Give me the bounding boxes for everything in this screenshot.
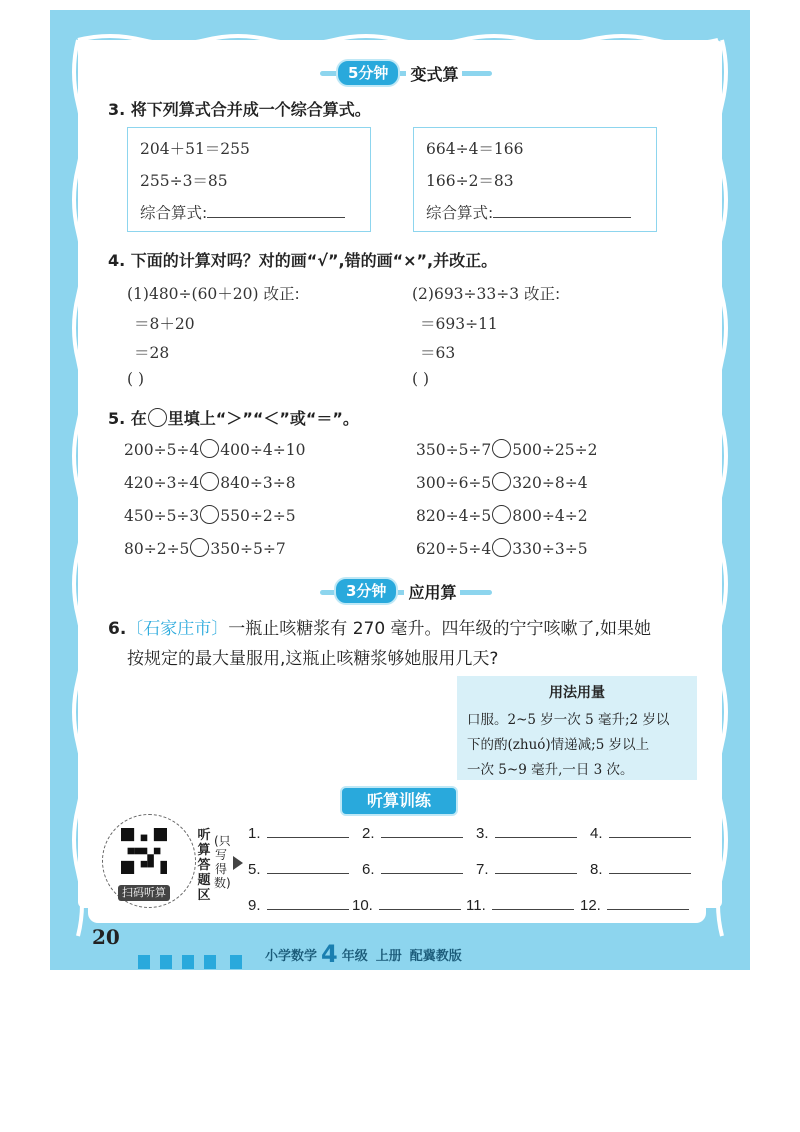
answer-blank[interactable] (493, 201, 631, 218)
expr-right: 800÷4÷2 (512, 507, 588, 525)
answer-number: 7. (476, 861, 489, 878)
section-title: 变式算 (406, 62, 462, 85)
answer-blank[interactable] (267, 893, 349, 910)
answer-blank[interactable] (379, 893, 461, 910)
comparison-row (124, 439, 305, 459)
answer-number: 1. (248, 825, 261, 842)
answer-item (590, 821, 691, 842)
section-time-badge: 5分钟 (336, 59, 400, 87)
question-6-line-1 (108, 614, 651, 639)
answer-blank[interactable] (609, 857, 691, 874)
expr-right: 320÷8÷4 (512, 474, 588, 492)
question-text: 一瓶止咳糖浆有 270 毫升。四年级的宁宁咳嗽了,如果她 (228, 619, 651, 639)
answer-item (248, 821, 349, 842)
answer-item (476, 821, 577, 842)
decor-bar (182, 955, 194, 969)
compare-circle[interactable] (492, 538, 511, 557)
comparison-row (416, 505, 588, 525)
qr-code-icon[interactable] (121, 828, 167, 874)
problem-2-head (412, 282, 560, 304)
answer-area-note: (只写得数) (214, 834, 231, 890)
page-number: 20 (92, 925, 120, 949)
question-5-title (108, 406, 359, 429)
expr-right: 330÷3÷5 (512, 540, 588, 558)
note-line: 口服。2~5 岁一次 5 毫升;2 岁以 (467, 712, 670, 728)
compare-circle[interactable] (200, 472, 219, 491)
equation: 166÷2＝83 (426, 172, 514, 190)
expr-left: 200÷5÷4 (124, 441, 200, 459)
title-part: 5. 在 (108, 409, 147, 428)
answer-number: 11. (466, 897, 486, 914)
expr-left: 300÷6÷5 (416, 474, 492, 492)
answer-number: 3. (476, 825, 489, 842)
comparison-row (416, 538, 588, 558)
footer-edition: 配冀教版 (409, 948, 462, 964)
answer-blank[interactable] (492, 893, 574, 910)
note-line: 一次 5~9 毫升,一日 3 次。 (467, 762, 634, 778)
answer-blank[interactable] (381, 857, 463, 874)
combined-label-text: 综合算式: (140, 204, 208, 222)
compare-circle[interactable] (492, 472, 511, 491)
answer-number: 6. (362, 861, 375, 878)
footer-subject: 小学数学 (265, 948, 318, 964)
dosage-note (457, 676, 697, 780)
answer-blank[interactable] (267, 857, 349, 874)
answer-item (590, 857, 691, 878)
answer-item (466, 893, 574, 914)
expr-left: 620÷5÷4 (416, 540, 492, 558)
combined-label-text: 综合算式: (426, 204, 494, 222)
answer-blank[interactable] (609, 821, 691, 838)
answer-item (362, 821, 463, 842)
comparison-row (124, 538, 286, 558)
step: ＝63 (420, 344, 456, 362)
comparison-row (124, 505, 296, 525)
step: ＝693÷11 (420, 315, 498, 333)
question-number: 6. (108, 619, 127, 639)
title-part: 里填上“＞”“＜”或“＝”。 (167, 409, 359, 428)
problem-expression: (2)693÷33÷3 (412, 285, 520, 303)
decor-bar (230, 955, 242, 969)
book-footer (265, 940, 462, 968)
listening-title: 听算训练 (340, 786, 458, 816)
note-line: 下的酌(zhuó)情递减;5 岁以上 (467, 737, 650, 753)
expr-right: 400÷4÷10 (220, 441, 306, 459)
question-6-line-2: 按规定的最大量服用,这瓶止咳糖浆够她服用几天? (127, 649, 499, 669)
section-header-2 (334, 579, 460, 603)
source-tag: 〔石家庄市〕 (126, 619, 229, 639)
compare-circle[interactable] (190, 538, 209, 557)
answer-item (248, 893, 349, 914)
expr-left: 820÷4÷5 (416, 507, 492, 525)
expr-right: 500÷25÷2 (512, 441, 598, 459)
answer-number: 9. (248, 897, 261, 914)
answer-number: 10. (352, 897, 373, 914)
answer-item (352, 893, 461, 914)
section-title: 应用算 (404, 580, 460, 603)
expr-left: 450÷5÷3 (124, 507, 200, 525)
answer-blank[interactable] (607, 893, 689, 910)
answer-number: 2. (362, 825, 375, 842)
correction-label: 改正: (263, 285, 300, 303)
question-3-title: 3. 将下列算式合并成一个综合算式。 (108, 100, 371, 119)
problem-expression: (1)480÷(60＋20) (127, 285, 259, 303)
answer-blank[interactable] (381, 821, 463, 838)
judgement-parentheses[interactable]: ( ) (127, 370, 145, 388)
decor-bar (160, 955, 172, 969)
combined-expression-label (140, 201, 345, 223)
answer-number: 5. (248, 861, 261, 878)
footer-volume: 上册 (375, 948, 402, 964)
answer-blank[interactable] (207, 201, 345, 218)
answer-number: 12. (580, 897, 601, 914)
answer-number: 8. (590, 861, 603, 878)
answer-blank[interactable] (267, 821, 349, 838)
expr-left: 350÷5÷7 (416, 441, 492, 459)
scan-label: 扫码听算 (118, 885, 170, 901)
answer-number: 4. (590, 825, 603, 842)
answer-blank[interactable] (495, 857, 577, 874)
expr-right: 550÷2÷5 (220, 507, 296, 525)
compare-circle[interactable] (200, 439, 219, 458)
equation: 664÷4＝166 (426, 140, 524, 158)
circle-icon (148, 408, 167, 427)
compare-circle[interactable] (492, 505, 511, 524)
note-title: 用法用量 (549, 685, 605, 701)
equation: 255÷3＝85 (140, 172, 228, 190)
step: ＝28 (134, 344, 170, 362)
section-time-badge: 3分钟 (334, 577, 398, 605)
judgement-parentheses[interactable]: ( ) (412, 370, 430, 388)
expr-left: 420÷3÷4 (124, 474, 200, 492)
answer-blank[interactable] (495, 821, 577, 838)
answer-item (362, 857, 463, 878)
footer-grade: 年级 (341, 948, 368, 964)
answer-area-label: 听算答题区 (197, 828, 211, 903)
compare-circle[interactable] (200, 505, 219, 524)
comparison-row (416, 472, 588, 492)
answer-item (580, 893, 689, 914)
play-arrow-icon (233, 856, 243, 870)
question-4-title: 4. 下面的计算对吗？对的画“√”,错的画“×”,并改正。 (108, 251, 498, 270)
footer-grade-number: 4 (321, 940, 338, 968)
compare-circle[interactable] (492, 439, 511, 458)
correction-label: 改正: (524, 285, 561, 303)
combined-expression-label (426, 201, 631, 223)
equation: 204＋51＝255 (140, 140, 250, 158)
expr-left: 80÷2÷5 (124, 540, 190, 558)
expr-right: 350÷5÷7 (210, 540, 286, 558)
decor-bar (204, 955, 216, 969)
step: ＝8＋20 (134, 315, 195, 333)
problem-1-head (127, 282, 300, 304)
comparison-row (416, 439, 597, 459)
answer-item (248, 857, 349, 878)
decor-bar (138, 955, 150, 969)
section-header-1 (336, 61, 462, 85)
expr-right: 840÷3÷8 (220, 474, 296, 492)
comparison-row (124, 472, 296, 492)
answer-item (476, 857, 577, 878)
